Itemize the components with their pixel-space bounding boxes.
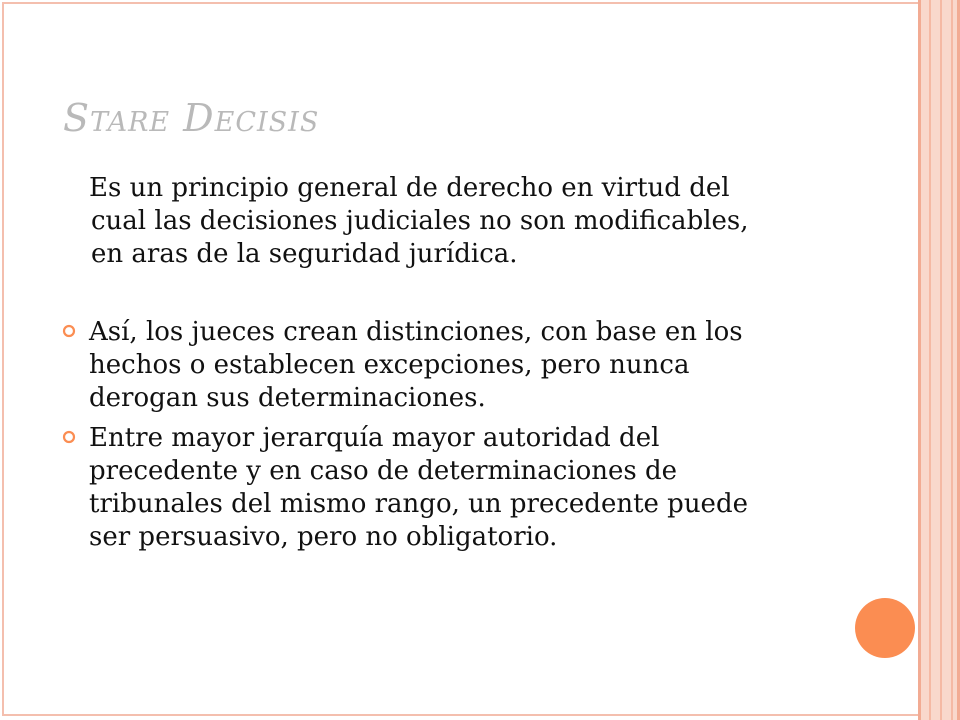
intro-paragraph xyxy=(62,172,832,271)
band-stripe xyxy=(951,0,953,720)
bullet-line: tribunales del mismo rango, un precedente puede xyxy=(89,489,748,519)
slide-title: Stare Decisis xyxy=(63,96,320,140)
intro-line: Es un principio general de derecho en virtud del xyxy=(89,173,730,203)
bullet-line: precedente y en caso de determinaciones de xyxy=(89,456,678,486)
orange-ring-bullet-icon xyxy=(62,324,76,338)
orange-circle-decoration xyxy=(855,598,915,658)
intro-line: en aras de la seguridad jurídica. xyxy=(91,239,518,269)
bullet-line: Entre mayor jerarquía mayor autoridad del xyxy=(89,423,660,453)
bullet-line: Así, los jueces crean distinciones, con base en los xyxy=(89,317,743,347)
bullet-item xyxy=(62,316,832,415)
bullet-list xyxy=(62,316,832,554)
bullet-line: hechos o establecen excepciones, pero nunca xyxy=(89,350,690,380)
bullet-item xyxy=(62,422,832,554)
paragraph-spacer xyxy=(62,271,832,316)
band-stripe xyxy=(929,0,931,720)
orange-ring-bullet-icon xyxy=(62,430,76,444)
right-decorative-band xyxy=(918,0,960,720)
intro-line: cual las decisiones judiciales no son modificables, xyxy=(91,206,749,236)
band-stripe xyxy=(918,0,921,720)
slide-body xyxy=(62,172,832,561)
band-stripe xyxy=(940,0,942,720)
bullet-line: derogan sus determinaciones. xyxy=(89,383,486,413)
bullet-line: ser persuasivo, pero no obligatorio. xyxy=(89,522,558,552)
